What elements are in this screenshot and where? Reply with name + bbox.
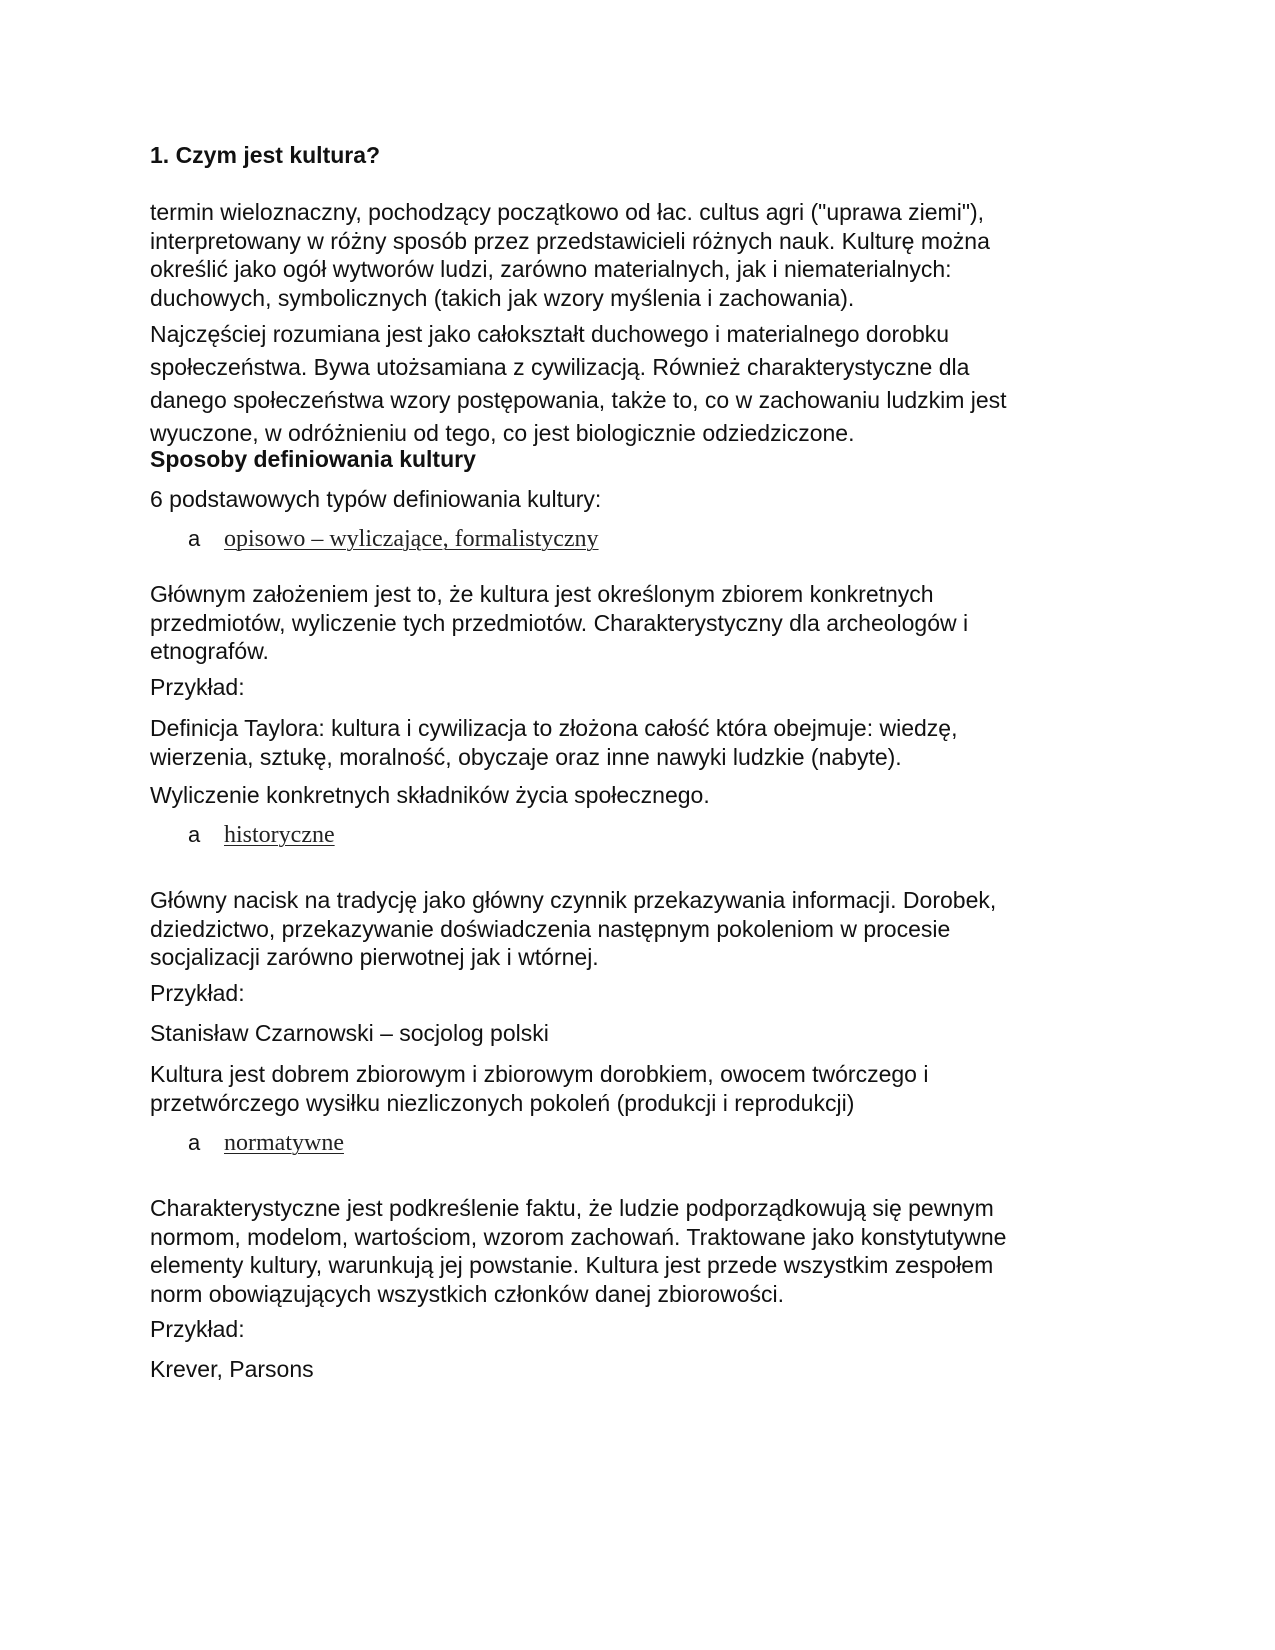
text-line: przetwórczego wysiłku niezliczonych pokoleń (produkcji i reprodukcji) bbox=[150, 1089, 855, 1116]
intro-paragraph bbox=[150, 198, 990, 312]
list-item bbox=[188, 820, 335, 849]
text-line: przedmiotów, wyliczenie tych przedmiotów. Charakterystyczny dla archeologów i bbox=[150, 609, 969, 636]
example-paragraph: Wyliczenie konkretnych składników życia społecznego. bbox=[150, 782, 710, 808]
text-line: termin wieloznaczny, pochodzący początkowo od łac. cultus agri ("uprawa ziemi"), bbox=[150, 199, 985, 225]
text-line: duchowych, symbolicznych (takich jak wzory myślenia i zachowania). bbox=[150, 284, 855, 311]
text-line: Kultura jest dobrem zbiorowym i zbiorowym dorobkiem, owocem twórczego i bbox=[150, 1061, 929, 1087]
example-paragraph: Krever, Parsons bbox=[150, 1356, 314, 1382]
text-line: dziedzictwo, przekazywanie doświadczenia następnym pokoleniom w procesie bbox=[150, 915, 951, 942]
list-item bbox=[188, 1128, 344, 1157]
text-line: Główny nacisk na tradycję jako główny czynnik przekazywania informacji. Dorobek, bbox=[150, 887, 997, 913]
text-line: Charakterystyczne jest podkreślenie faktu, że ludzie podporządkowują się pewnym bbox=[150, 1195, 994, 1221]
list-marker: a bbox=[188, 822, 201, 847]
text-line: socjalizacji zarówno pierwotnej jak i wtórnej. bbox=[150, 944, 599, 970]
text-line: danego społeczeństwa wzory postępowania, także to, co w zachowaniu ludzkim jest bbox=[150, 387, 1007, 413]
text-line: wyuczone, w odróżnieniu od tego, co jest biologicznie odziedziczone. bbox=[150, 420, 855, 446]
example-paragraph bbox=[150, 1060, 928, 1117]
example-label: Przykład: bbox=[150, 980, 245, 1006]
description-paragraph bbox=[150, 886, 996, 972]
example-label: Przykład: bbox=[150, 1316, 245, 1342]
example-paragraph bbox=[150, 714, 958, 771]
list-marker: a bbox=[188, 1130, 201, 1155]
definition-type-link[interactable]: opisowo – wyliczające, formalistyczny bbox=[224, 526, 599, 552]
list-item bbox=[188, 524, 599, 553]
text-line: elementy kultury, warunkują jej powstanie. Kultura jest przede wszystkim zespołem bbox=[150, 1252, 994, 1278]
common-meaning-paragraph bbox=[150, 318, 1007, 450]
page-title: 1. Czym jest kultura? bbox=[150, 142, 381, 168]
text-line: Głównym założeniem jest to, że kultura jest określonym zbiorem konkretnych bbox=[150, 581, 934, 607]
text-line: norm obowiązujących wszystkich członków danej zbiorowości. bbox=[150, 1280, 785, 1307]
description-paragraph bbox=[150, 580, 968, 666]
text-line: interpretowany w różny sposób przez przedstawicieli różnych nauk. Kulturę można bbox=[150, 227, 990, 254]
text-line: etnografów. bbox=[150, 638, 269, 664]
list-marker: a bbox=[188, 526, 201, 551]
definition-type-link[interactable]: historyczne bbox=[224, 822, 335, 848]
example-paragraph: Stanisław Czarnowski – socjolog polski bbox=[150, 1020, 549, 1046]
text-line: społeczeństwa. Bywa utożsamiana z cywilizacją. Również charakterystyczne dla bbox=[150, 354, 970, 380]
text-line: Najczęściej rozumiana jest jako całokształt duchowego i materialnego dorobku bbox=[150, 321, 950, 347]
description-paragraph bbox=[150, 1194, 1006, 1308]
text-line: wierzenia, sztukę, moralność, obyczaje oraz inne nawyki ludzkie (nabyte). bbox=[150, 743, 902, 770]
section-heading: Sposoby definiowania kultury bbox=[150, 446, 476, 472]
text-line: określić jako ogół wytworów ludzi, zarówno materialnych, jak i niematerialnych: bbox=[150, 256, 952, 282]
definition-type-link[interactable]: normatywne bbox=[224, 1130, 344, 1156]
text-line: Definicja Taylora: kultura i cywilizacja to złożona całość która obejmuje: wiedzę, bbox=[150, 715, 958, 741]
example-label: Przykład: bbox=[150, 674, 245, 700]
types-intro: 6 podstawowych typów definiowania kultury: bbox=[150, 486, 602, 512]
text-line: normom, modelom, wartościom, wzorom zachowań. Traktowane jako konstytutywne bbox=[150, 1223, 1007, 1250]
